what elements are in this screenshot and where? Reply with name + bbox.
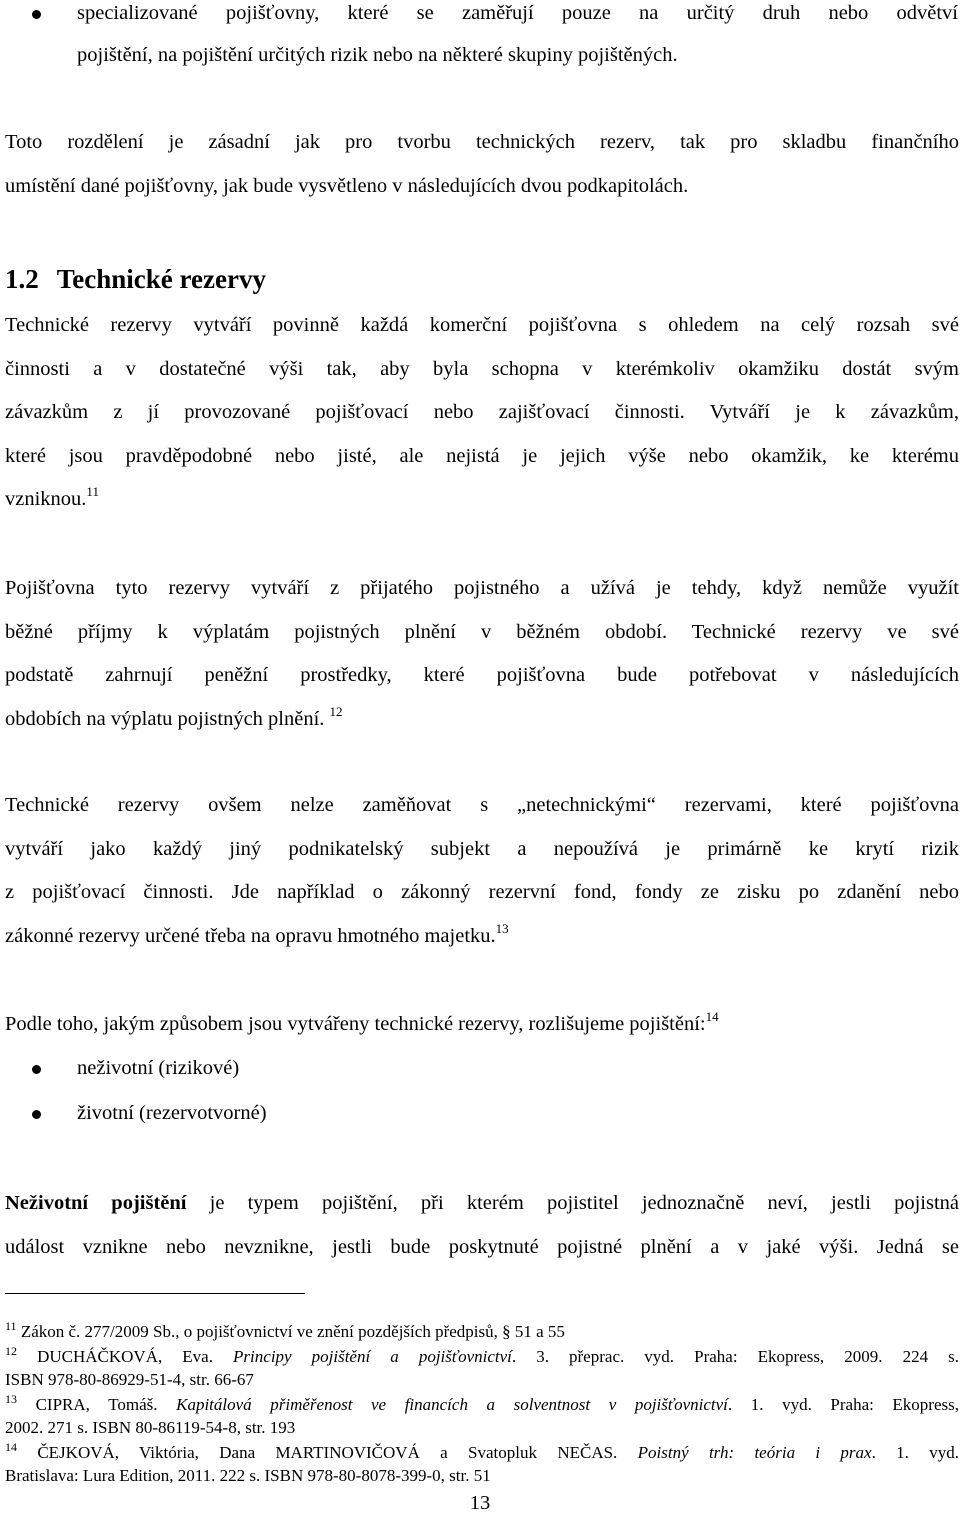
- paragraph-2: [5, 567, 959, 741]
- footnote-text: Zákon č. 277/2009 Sb., o pojišťovnictví ve znění pozdějších předpisů, § 51 a 55: [20, 1322, 565, 1341]
- bullet-icon: [32, 1065, 41, 1074]
- footnote-line: Bratislava: Lura Edition, 2011. 222 s. ISBN 978-80-8078-399-0, str. 51: [5, 1466, 491, 1485]
- paragraph-line: [5, 698, 959, 742]
- paragraph-1: [5, 304, 959, 522]
- footnote-title: Kapitálová přiměřenost ve financích a solventnost v pojišťovnictví: [176, 1395, 728, 1414]
- paragraph-line: [5, 1003, 959, 1047]
- footnote-number: 11: [5, 1319, 17, 1333]
- section-title: Technické rezervy: [56, 264, 266, 294]
- paragraph-line: běžné příjmy k výplatám pojistných plnění v běžném období. Technické rezervy ve své: [5, 620, 959, 643]
- list-item-text: životní (rezervotvorné): [77, 1102, 267, 1124]
- footnote-publication: . 1. vyd.: [871, 1443, 960, 1462]
- page-number: 13: [469, 1492, 491, 1514]
- footnote-line: 2002. 271 s. ISBN 80-86119-54-8, str. 193: [5, 1418, 296, 1437]
- paragraph-line: [5, 478, 959, 522]
- footnote: [5, 1441, 959, 1487]
- list-item-text: pojištění, na pojištění určitých rizik nebo na některé skupiny pojištěných.: [77, 44, 678, 66]
- footnote-author: ČEJKOVÁ, Viktória, Dana MARTINOVIČOVÁ a Svatopluk NEČAS.: [37, 1443, 638, 1462]
- footnote: [5, 1345, 959, 1391]
- footnote-separator: [5, 1293, 305, 1294]
- footnote-title: Principy pojištění a pojišťovnictví: [233, 1347, 512, 1366]
- section-heading: [5, 257, 266, 301]
- footnote-author: DUCHÁČKOVÁ, Eva.: [37, 1347, 234, 1366]
- paragraph-line-text: je typem pojištění, při kterém pojistitel jednoznačně neví, jestli pojistná: [186, 1192, 959, 1214]
- footnote-line: ISBN 978-80-86929-51-4, str. 66-67: [5, 1370, 254, 1389]
- paragraph-line: Pojišťovna tyto rezervy vytváří z přijatého pojistného a užívá je tehdy, když nemůže využít: [5, 577, 959, 599]
- bullet-icon: [32, 10, 41, 19]
- footnote: [5, 1393, 959, 1439]
- footnote-line: [5, 1320, 959, 1343]
- paragraph-line: Technické rezervy vytváří povinně každá komerční pojišťovna s ohledem na celý rozsah své: [5, 314, 959, 336]
- footnote-number: 14: [5, 1440, 17, 1454]
- paragraph-line-text: zákonné rezervy určené třeba na opravu hmotného majetku.: [5, 924, 496, 947]
- footnote-title: Poistný trh: teória i prax: [637, 1443, 872, 1462]
- paragraph-line: závazkům z jí provozované pojišťovací nebo zajišťovací činnosti. Vytváří je k závazkům,: [5, 401, 959, 423]
- paragraph-4: [5, 1003, 959, 1047]
- paragraph-line: Technické rezervy ovšem nelze zaměňovat s „netechnickými“ rezervami, které pojišťovna: [5, 794, 959, 816]
- list-item: [0, 1047, 958, 1091]
- paragraph-line: [5, 915, 959, 959]
- footnote-publication: . 1. vyd. Praha: Ekopress,: [727, 1395, 959, 1414]
- list-item-continuation: [0, 34, 958, 78]
- paragraph-line-text: vzniknou.: [5, 488, 87, 510]
- list-item: [0, 0, 958, 36]
- footnote-ref[interactable]: 14: [705, 1009, 719, 1024]
- footnote: [5, 1320, 959, 1343]
- paragraph-line: činnosti a v dostatečné výši tak, aby byla schopna v kterémkoliv okamžiku dostát svým: [5, 357, 959, 380]
- footnote-line: [5, 1441, 959, 1464]
- list-item: [0, 1092, 958, 1136]
- footnote-author: CIPRA, Tomáš.: [35, 1395, 177, 1414]
- bold-term: Neživotní pojištění: [5, 1192, 187, 1214]
- paragraph-line-text: Podle toho, jakým způsobem jsou vytvářeny technické rezervy, rozlišujeme pojištění:: [5, 1013, 706, 1035]
- paragraph-line: Toto rozdělení je zásadní jak pro tvorbu technických rezerv, tak pro skladbu finančního: [5, 131, 959, 153]
- footnote-line: [5, 1393, 959, 1416]
- paragraph-line: událost vznikne nebo nevznikne, jestli bude poskytnuté pojistné plnění a v jaké výši. Jedná se: [5, 1235, 959, 1258]
- footnote-ref[interactable]: 12: [329, 703, 343, 719]
- bullet-icon: [32, 1110, 41, 1119]
- paragraph-line: [5, 1182, 959, 1226]
- footnote-ref[interactable]: 11: [86, 484, 99, 499]
- list-item-text: neživotní (rizikové): [77, 1057, 240, 1079]
- paragraph-line: z pojišťovací činnosti. Jde například o zákonný rezervní fond, fondy ze zisku po zdanění nebo: [5, 881, 959, 903]
- paragraph-intro: [5, 121, 959, 208]
- paragraph-line: vytváří jako každý jiný podnikatelský subjekt a nepoužívá je primárně ke krytí rizik: [5, 837, 959, 860]
- footnote-publication: . 3. přeprac. vyd. Praha: Ekopress, 2009. 224 s.: [511, 1347, 960, 1366]
- footnote-line: [5, 1345, 959, 1368]
- paragraph-line: které jsou pravděpodobné nebo jisté, ale nejistá je jejich výše nebo okamžik, ke kterému: [5, 444, 959, 467]
- paragraph-line: podstatě zahrnují peněžní prostředky, které pojišťovna bude potřebovat v následujících: [5, 664, 959, 686]
- paragraph-line: umístění dané pojišťovny, jak bude vysvětleno v následujících dvou podkapitolách.: [5, 174, 689, 197]
- section-number: 1.2: [5, 264, 39, 294]
- list-item-text: specializované pojišťovny, které se zaměřují pouze na určitý druh nebo odvětví: [77, 2, 958, 24]
- footnote-number: 12: [5, 1344, 17, 1358]
- footnote-ref[interactable]: 13: [495, 920, 509, 936]
- paragraph-3: [5, 784, 959, 958]
- footnote-number: 13: [5, 1392, 17, 1406]
- paragraph-line-text: obdobích na výplatu pojistných plnění.: [5, 707, 325, 730]
- paragraph-5: [5, 1182, 959, 1269]
